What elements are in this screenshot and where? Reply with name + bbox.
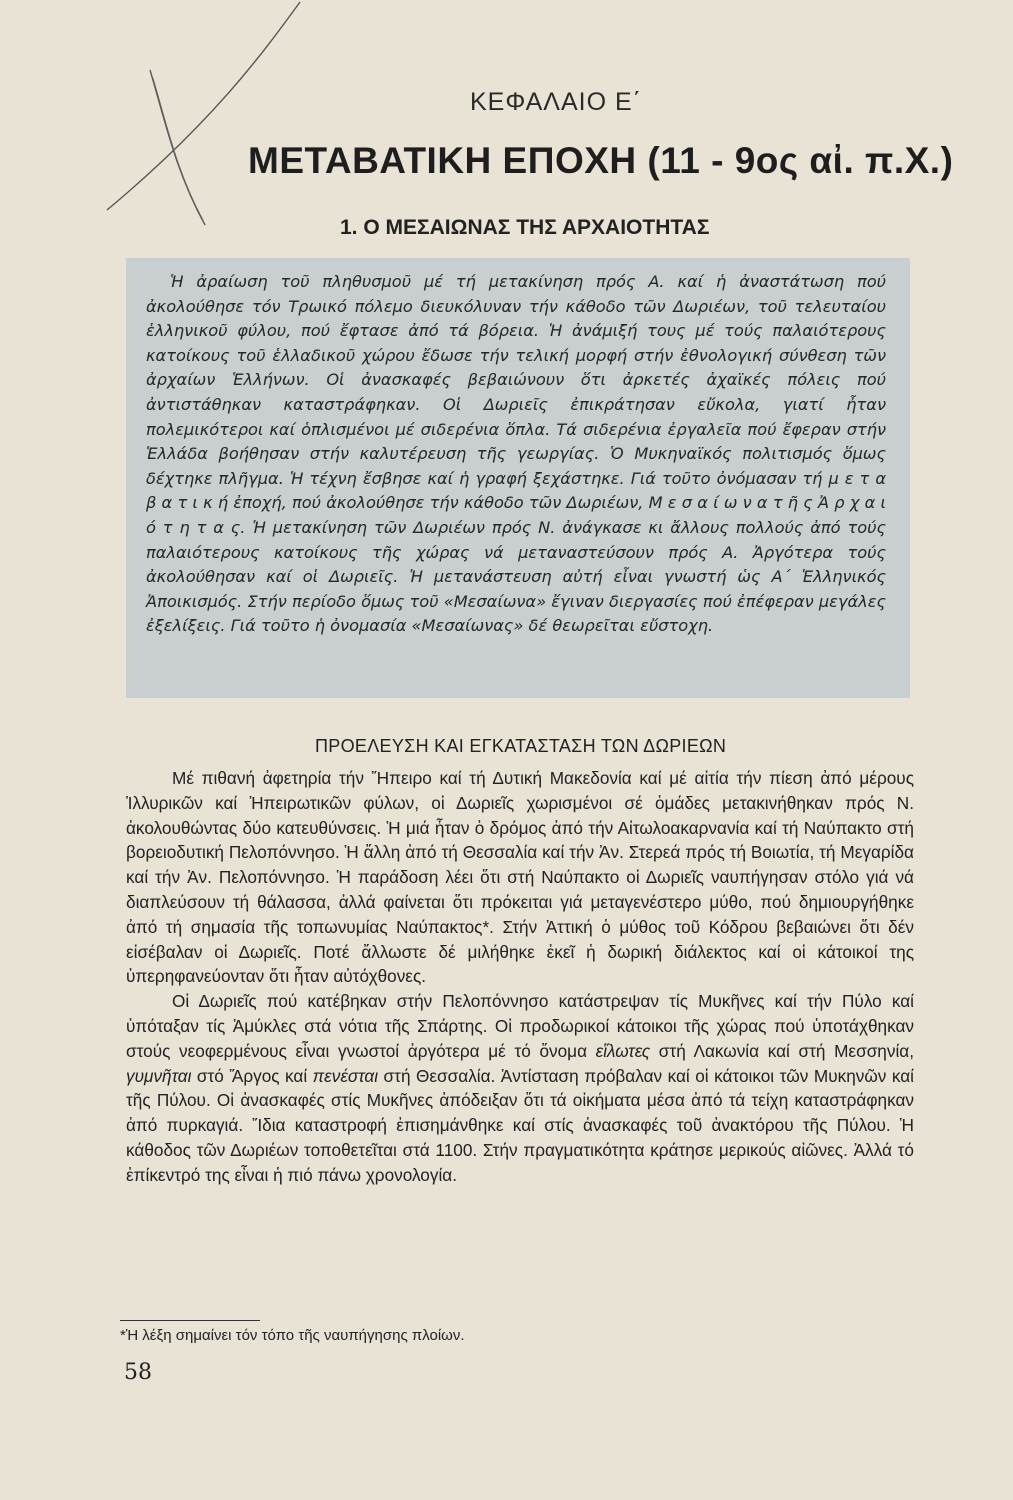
body-text <box>126 766 914 1188</box>
intro-summary-text: Ἡ ἀραίωση τοῦ πληθυσμοῦ μέ τή μετακίνηση πρός Α. καί ἡ ἀναστάτωση πού ἀκολούθησε τόν Τρωικό πόλεμο διευκόλυναν τήν κάθοδο τῶν Δωριέων, τοῦ τελευταίου ἑλληνικοῦ φύλου, πού ἔφτασε ἀπό τά βόρεια. Ἡ ἀνάμιξή τους μέ τούς παλαιότερους κατοίκους τοῦ ἑλλαδικοῦ χώρου ἔδωσε τήν τελική μορφή στήν ἐθνολογική σύνθεση τῶν ἀρχαίων Ἑλλήνων. Οἱ ἀνασκαφές βεβαιώνουν ὅτι ἀρκετές ἀχαϊκές πόλεις πού ἀντιστάθηκαν καταστράφηκαν. Οἱ Δωριεῖς ἐπικράτησαν εὔκολα, γιατί ἦταν πολεμικότεροι καί ὁπλισμένοι μέ σιδερένια ὅπλα. Τά σιδερένια ἐργαλεῖα πού ἔφεραν στήν Ἑλλάδα βοήθησαν στήν καλυτέρευση τῆς γεωργίας. Ὁ Μυκηναϊκός πολιτισμός ὅμως δέχτηκε πλῆγμα. Ἡ τέχνη ἔσβησε καί ἡ γραφή ξεχάστηκε. Γιά τοῦτο ὀνόμασαν τή μ ε τ α β α τ ι κ ή ἐποχή, πού ἀκολούθησε τήν κάθοδο τῶν Δωριέων, Μ ε σ α ί ω ν α τ ῆ ς Ἀ ρ χ α ι ό τ η τ α ς. Ἡ μετακίνηση τῶν Δωριέων πρός Ν. ἀνάγκασε κι ἄλλους πολλούς ἀπό τούς παλαιότερους κατοίκους τῆς χώρας νά μεταναστεύσουν πρός Α. Ἀργότερα τούς ἀκολούθησαν καί οἱ Δωριεῖς. Ἡ μετανάστευση αὐτή εἶναι γνωστή ὡς Α΄ Ἑλληνικός Ἀποικισμός. Στήν περίοδο ὅμως τοῦ «Μεσαίωνα» ἔγιναν διεργασίες πού ἐπέφεραν μεγάλες ἐξελίξεις. Γιά τοῦτο ἡ ὀνομασία «Μεσαίωνας» δέ θεωρεῖται εὔστοχη. <box>146 272 886 636</box>
body-paragraph-2-part-a: Οἱ Δωριεῖς πού κατέβηκαν στήν Πελοπόννησο κατάστρεψαν τίς Μυκῆνες καί τήν Πύλο καί ὑπόταξαν τίς Ἀμύκλες στά νότια τῆς Σπάρτης. Οἱ προδωρικοί κάτοικοι τῆς χώρας πού ὑποτάχθηκαν στούς νεοφερμένους εἶναι γνωστοί ἀργότερα μέ τό ὄνομα <box>126 991 914 1061</box>
section-title: 1. Ο ΜΕΣΑΙΩΝΑΣ ΤΗΣ ΑΡΧΑΙΟΤΗΤΑΣ <box>340 216 710 239</box>
page-number: 58 <box>124 1360 152 1385</box>
body-paragraph-2-part-b: στή Λακωνία καί στή Μεσσηνία, <box>650 1040 914 1061</box>
body-paragraph-1: Μέ πιθανή ἀφετηρία τήν Ἤπειρο καί τή Δυτική Μακεδονία καί μέ αἰτία τήν πίεση ἀπό μέρους Ἰλλυρικῶν καί Ἠπειρωτικῶν φύλων, οἱ Δωριεῖς χωρισμένοι σέ ὁμάδες μετακινήθηκαν πρός Ν. ἀκολουθώντας δύο κατευθύνσεις. Ἡ μιά ἦταν ὁ δρόμος ἀπό τήν Αἰτωλοακαρνανία καί τή Ναύπακτο στή βορειοδυτική Πελοπόννησο. Ἡ ἄλλη ἀπό τή Θεσσαλία καί τήν Ἀν. Στερεά πρός τή Βοιωτία, τή Μεγαρίδα καί τήν Ἀν. Πελοπόννησο. Ἡ παράδοση λέει ὅτι στή Ναύπακτο οἱ Δωριεῖς ναυπήγησαν στόλο γιά νά διαπλεύσουν τή θάλασσα, ἀλλά φαίνεται ὅτι πρόκειται γιά μεταγενέστερο μύθο, πού δημιουργήθηκε ἀπό τή σημασία τῆς τοπωνυμίας Ναύπακτος*. Στήν Ἀττική ὁ μύθος τοῦ Κόδρου βεβαιώνει ὅτι δέν εἰσέβαλαν οἱ Δωριεῖς. Ποτέ ἄλλωστε δέ μιλήθηκε ἐκεῖ ἡ δωρική διάλεκτος καί οἱ κάτοικοί της ὑπερηφανεύονταν ὅτι ἦταν αὐτόχθονες. <box>126 768 914 987</box>
body-paragraph-2 <box>126 989 914 1187</box>
pencil-cross-mark-icon <box>95 0 315 230</box>
footnote-divider <box>120 1320 260 1321</box>
body-paragraph-2-part-d: στή Θεσσαλία. Ἀντίσταση πρόβαλαν καί οἱ κάτοικοι τῶν Μυκηνῶν καί τῆς Πύλου. Οἱ ἀνασκαφές στίς Μυκῆνες ἀπόδειξαν ὅτι τά οἰκήματα μέσα ἀπό τά τείχη καταστράφηκαν ἀπό πυρκαγιά. Ἴδια καταστροφή ἐπισημάνθηκε καί στίς ἀνασκαφές τοῦ ἀνακτόρου τῆς Πύλου. Ἡ κάθοδος τῶν Δωριέων τοποθετεῖται στά 1100. Στήν πραγματικότητα κράτησε μερικούς αἰῶνες. Ἀλλά τό ἐπίκεντρό της εἶναι ἡ πιό πάνω χρονολογία. <box>126 1065 914 1185</box>
term-gymnetai: γυμνῆται <box>126 1065 192 1086</box>
term-heilotes: εἵλωτες <box>595 1040 651 1061</box>
chapter-title: ΜΕΤΑΒΑΤΙΚΗ ΕΠΟΧΗ (11 - 9ος αἰ. π.Χ.) <box>248 140 954 181</box>
chapter-label: ΚΕΦΑΛΑΙΟ Ε΄ <box>470 88 642 116</box>
body-paragraph-2-part-c: στό Ἄργος καί <box>191 1065 313 1086</box>
intro-summary-box <box>126 258 910 698</box>
term-penestai: πενέσται <box>312 1065 379 1086</box>
footnote: *Ἡ λέξη σημαίνει τόν τόπο τῆς ναυπήγησης πλοίων. <box>120 1327 465 1344</box>
subsection-title: ΠΡΟΕΛΕΥΣΗ ΚΑΙ ΕΓΚΑΤΑΣΤΑΣΗ ΤΩΝ ΔΩΡΙΕΩΝ <box>315 736 727 756</box>
